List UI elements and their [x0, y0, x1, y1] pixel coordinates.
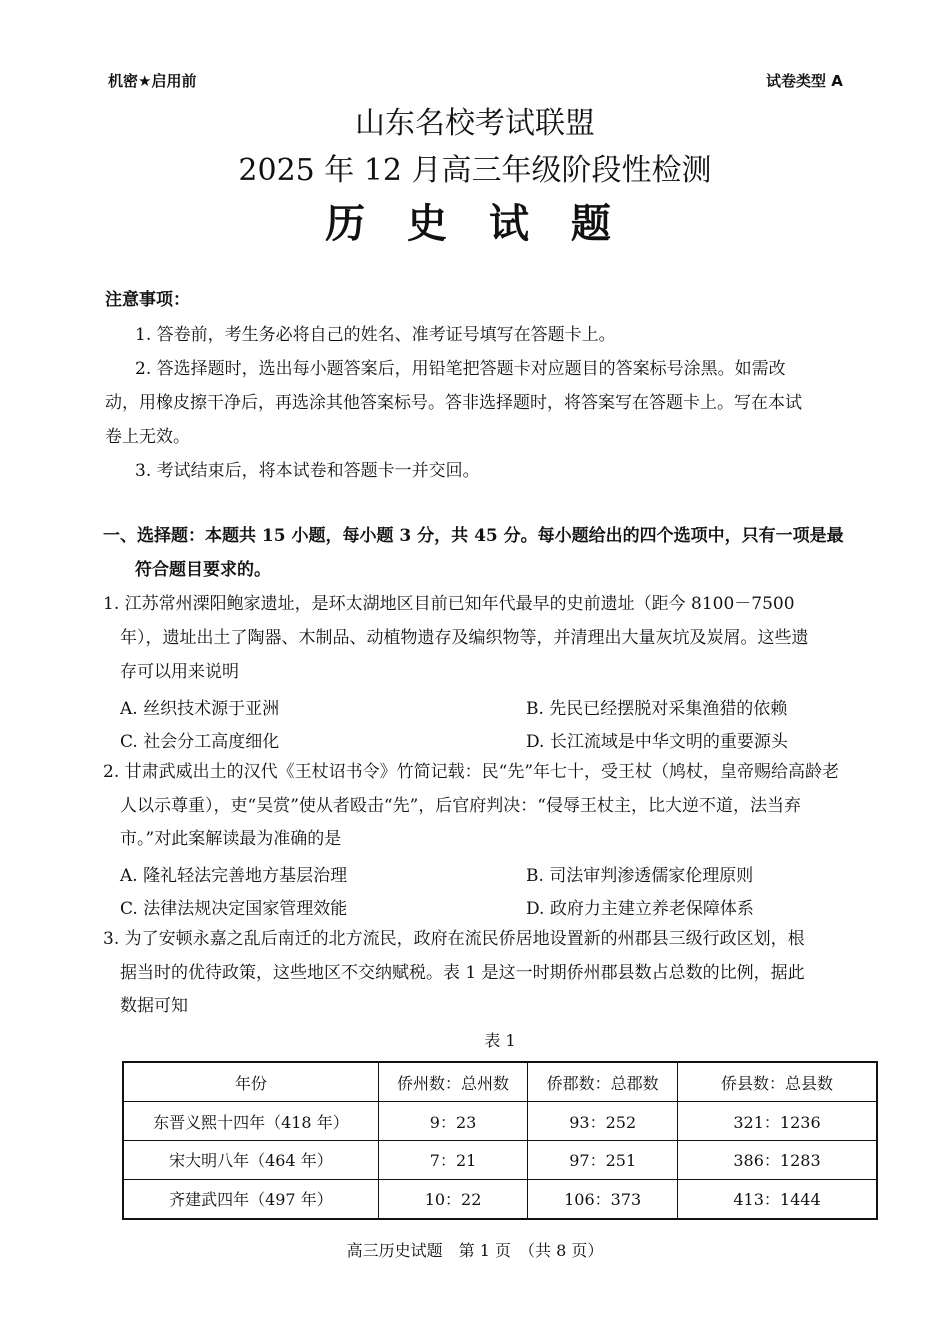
table-cell: 321：1236	[678, 1102, 878, 1141]
table-cell: 386：1283	[678, 1140, 878, 1179]
page-footer: 高三历史试题 第 1 页 （共 8 页）	[346, 1241, 604, 1260]
question-1-option-a: A. 丝织技术源于亚洲	[120, 699, 280, 719]
table-cell: 东晋义熙十四年（418 年）	[123, 1102, 378, 1141]
section-heading-line-2: 符合题目要求的。	[135, 560, 271, 580]
table-cell: 宋大明八年（464 年）	[123, 1140, 378, 1179]
question-2-option-d: D. 政府力主建立养老保障体系	[526, 899, 754, 919]
table-cell: 413：1444	[678, 1179, 878, 1219]
table-cell: 10：22	[378, 1179, 528, 1219]
question-2-line-2: 人以示尊重），吏“吴赏”使从者殴击“先”，后官府判决：“侵辱王杖主，比大逆不道，法当弃	[120, 796, 801, 816]
table-header-cell: 年份	[123, 1062, 378, 1102]
question-2-option-b: B. 司法审判渗透儒家伦理原则	[526, 866, 754, 886]
subject-title: 历 史 试 题	[325, 200, 625, 247]
table-cell: 97：251	[528, 1140, 678, 1179]
question-2-option-a: A. 隆礼轻法完善地方基层治理	[120, 866, 348, 886]
table-row	[123, 1140, 877, 1179]
question-3-line-2: 据当时的优待政策，这些地区不交纳赋税。表 1 是这一时期侨州郡县数占总数的比例，据此	[120, 963, 805, 983]
table-header-row	[123, 1062, 877, 1102]
note-1: 1. 答卷前，考生务必将自己的姓名、准考证号填写在答题卡上。	[135, 325, 616, 345]
header-confidential: 机密★启用前	[108, 72, 197, 90]
table-cell: 9：23	[378, 1102, 528, 1141]
table-caption: 表 1	[484, 1031, 516, 1050]
exam-session-title: 2025 年 12 月高三年级阶段性检测	[238, 153, 712, 188]
header-paper-type: 试卷类型 A	[766, 72, 843, 90]
question-2-line-3: 市。”对此案解读最为准确的是	[120, 829, 342, 849]
data-table	[122, 1061, 878, 1220]
section-heading-line-1: 一、选择题：本题共 15 小题，每小题 3 分，共 45 分。每小题给出的四个选项中，只有一项是最	[103, 526, 844, 546]
question-1-line-2: 年），遗址出土了陶器、木制品、动植物遗存及编织物等，并清理出大量灰坑及炭屑。这些遗	[120, 628, 809, 648]
table-row	[123, 1102, 877, 1141]
question-3-line-3: 数据可知	[120, 996, 188, 1016]
table-cell: 齐建武四年（497 年）	[123, 1179, 378, 1219]
table-row	[123, 1179, 877, 1219]
note-3: 3. 考试结束后，将本试卷和答题卡一并交回。	[135, 461, 480, 481]
table-header-cell: 侨县数：总县数	[678, 1062, 878, 1102]
notes-heading: 注意事项：	[105, 290, 190, 310]
note-2-line-3: 卷上无效。	[105, 427, 190, 447]
question-2-line-1: 2. 甘肃武威出土的汉代《王杖诏书令》竹简记载：民“先”年七十，受王杖（鸠杖，皇帝赐给高龄老	[103, 762, 840, 782]
table-cell: 7：21	[378, 1140, 528, 1179]
question-1-line-1: 1. 江苏常州溧阳鲍家遗址，是环太湖地区目前已知年代最早的史前遗址（距今 8100－7500	[103, 594, 795, 614]
table-cell: 93：252	[528, 1102, 678, 1141]
question-2-option-c: C. 法律法规决定国家管理效能	[120, 899, 348, 919]
table-header-cell: 侨州数：总州数	[378, 1062, 528, 1102]
question-1-option-b: B. 先民已经摆脱对采集渔猎的依赖	[526, 699, 788, 719]
table-header-cell: 侨郡数：总郡数	[528, 1062, 678, 1102]
question-1-line-3: 存可以用来说明	[120, 662, 239, 682]
note-2-line-1: 2. 答选择题时，选出每小题答案后，用铅笔把答题卡对应题目的答案标号涂黑。如需改	[135, 359, 786, 379]
question-1-option-c: C. 社会分工高度细化	[120, 732, 280, 752]
question-3-line-1: 3. 为了安顿永嘉之乱后南迁的北方流民，政府在流民侨居地设置新的州郡县三级行政区划，根	[103, 929, 805, 949]
note-2-line-2: 动，用橡皮擦干净后，再选涂其他答案标号。答非选择题时，将答案写在答题卡上。写在本试	[105, 393, 802, 413]
table-cell: 106：373	[528, 1179, 678, 1219]
question-1-option-d: D. 长江流域是中华文明的重要源头	[526, 732, 788, 752]
exam-alliance-title: 山东名校考试联盟	[355, 106, 595, 141]
